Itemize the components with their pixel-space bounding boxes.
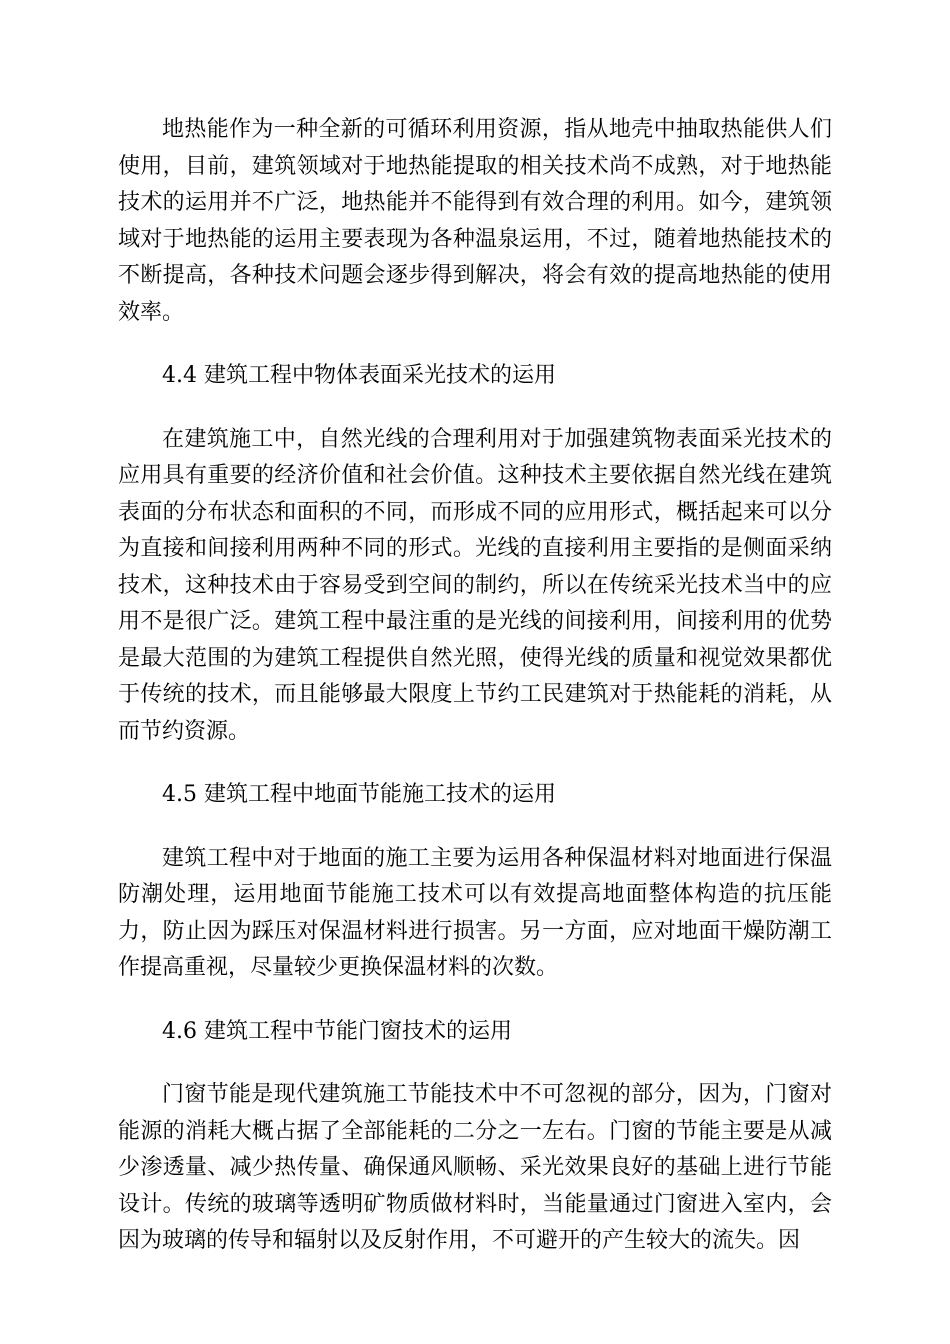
section-heading-4-4: 4.4 建筑工程中物体表面采光技术的运用 [162,363,556,388]
paragraph-geothermal: 地热能作为一种全新的可循环利用资源，指从地壳中抽取热能供人们使用，目前，建筑领域对于地热能提取的相关技术尚不成熟，对于地热能技术的运用并不广泛，地热能并不能得到有效合理的利用。如今，建筑领域对于地热能的运用主要表现为各种温泉运用，不过，随着地热能技术的不断提高，各种技术问题会逐步得到解决，将会有效的提高地热能的使用效率。 [118,117,832,325]
paragraph-floor-energy-saving: 建筑工程中对于地面的施工主要为运用各种保温材料对地面进行保温防潮处理，运用地面节能施工技术可以有效提高地面整体构造的抗压能力，防止因为踩压对保温材料进行损害。另一方面，应对地面干燥防潮工作提高重视，尽量较少更换保温材料的次数。 [118,845,832,980]
document-page [118,112,832,1287]
section-heading-4-6: 4.6 建筑工程中节能门窗技术的运用 [162,1018,512,1044]
section-heading-4-5: 4.5 建筑工程中地面节能施工技术的运用 [162,782,556,807]
paragraph-doors-windows: 门窗节能是现代建筑施工节能技术中不可忽视的部分，因为，门窗对能源的消耗大概占据了全部能耗的二分之一左右。门窗的节能主要是从减少渗透量、减少热传量、确保通风顺畅、采光效果良好的基础上进行节能设计。传统的玻璃等透明矿物质做材料时，当能量通过门窗进入室内，会因为玻璃的传导和辐射以及反射作用，不可避开的产生较大的流失。因 [118,1082,832,1253]
paragraph-surface-daylighting: 在建筑施工中，自然光线的合理利用对于加强建筑物表面采光技术的应用具有重要的经济价值和社会价值。这种技术主要依据自然光线在建筑表面的分布状态和面积的不同，而形成不同的应用形式，概括起来可以分为直接和间接利用两种不同的形式。光线的直接利用主要指的是侧面采纳技术，这种技术由于容易受到空间的制约，所以在传统采光技术当中的应用不是很广泛。建筑工程中最注重的是光线的间接利用，间接利用的优势是最大范围的为建筑工程提供自然光照，使得光线的质量和视觉效果都优于传统的技术，而且能够最大限度上节约工民建筑对于热能耗的消耗，从而节约资源。 [118,426,832,744]
